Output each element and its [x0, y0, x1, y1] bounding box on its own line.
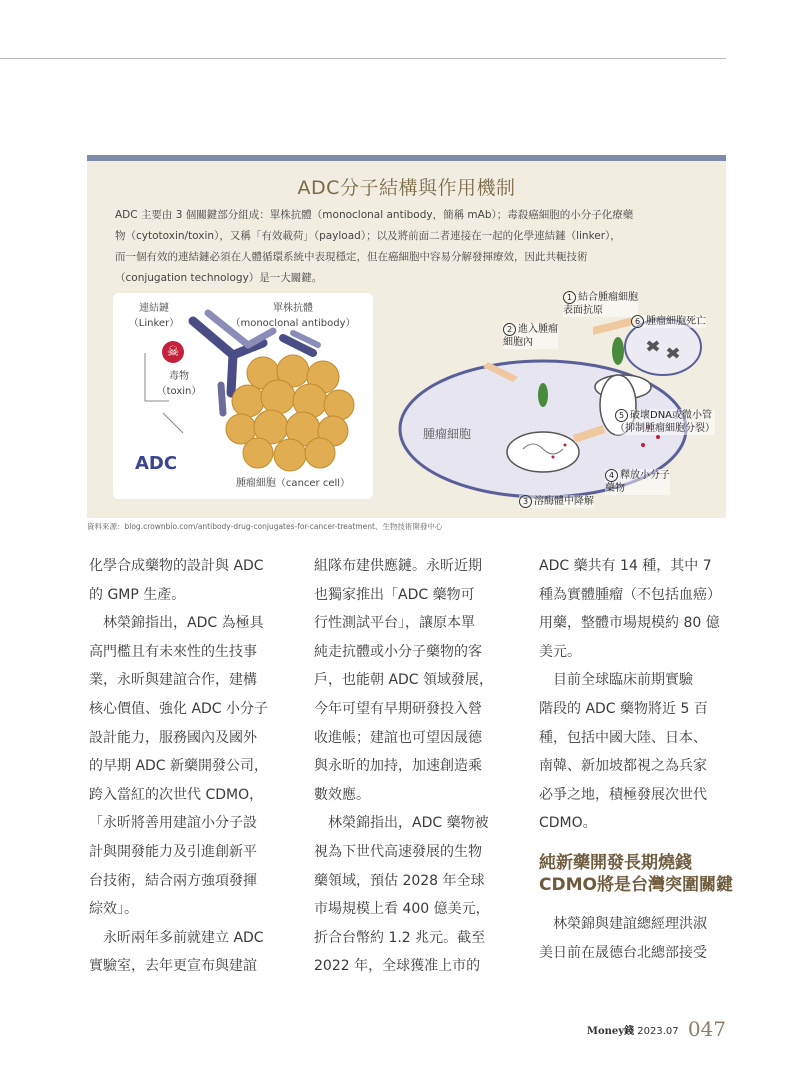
- page-footer: [587, 1017, 726, 1041]
- paragraph: 組隊布建供應鏈。永昕近期 也獨家推出「ADC 藥物可 行性測試平台」，讓原本單 純走抗體或小分子藥物的客 戶，也能朝 ADC 領域發展， 今年可望有早期研發投入營 收進帳；建誼也可望因晟德 與永昕的加持，加速創造乘 數效應。: [314, 558, 494, 803]
- toxin-label: 毒物 （toxin）: [156, 371, 202, 397]
- step-6-label: 6 腫瘤細胞死亡: [631, 315, 706, 328]
- figure-top-bar: [87, 155, 726, 161]
- adc-label: ADC: [135, 453, 178, 474]
- article-column-1: [89, 552, 289, 981]
- paragraph: 林榮錦指出，ADC 為極具 高門檻且有未來性的生技事 業，永昕與建誼合作，建構 核心價值、強化 ADC 小分子 設計能力，服務國內及國外 的早期 ADC 新藥開發公司， 跨入當紅的次世代 CDMO， 「永昕將善用建誼小分子設 計與開發能力及引進創新平 台技術，結合兩方強項發揮 綜效」。: [89, 615, 269, 918]
- tumor-cell-label: 腫瘤細胞: [423, 427, 472, 441]
- step-1-label: 1 結合腫瘤細胞 表面抗原: [563, 292, 638, 316]
- paragraph: 目前全球臨床前期實驗 階段的 ADC 藥物將近 5 百 種，包括中國大陸、日本、 南韓、新加坡都視之為兵家 必爭之地，積極發展次世代 CDMO。: [539, 672, 708, 832]
- magazine-brand: Money錢: [586, 1026, 635, 1037]
- article-column-3: [539, 552, 739, 967]
- paragraph: 化學合成藥物的設計與 ADC 的 GMP 生產。: [89, 558, 264, 603]
- figure-description: ADC 主要由 3 個關鍵部分組成：單株抗體（monoclonal antibody，簡稱 mAb）；毒殺癌細胞的小分子化療藥 物（cytotoxin/toxin），又稱「有效載荷」（payload）；以及將前面二者連接在一起的化學連結鏈（linker）， 而一個有效的連結鏈必須在人體循環系統中表現穩定，但在癌細胞中容易分解發揮療效，因此共軛技術 （conjugation technology）是一大關鍵。: [115, 209, 634, 284]
- cancer-cell-label: 腫瘤細胞（cancer cell）: [235, 478, 351, 489]
- paragraph: 林榮錦與建誼總經理洪淑 美日前在晟德台北總部接受: [539, 915, 707, 961]
- antibody-label: 單株抗體 （monoclonal antibody）: [230, 303, 356, 329]
- paragraph: ADC 藥共有 14 種，其中 7 種為實體腫瘤（不包括血癌） 用藥，整體市場規模約 80 億 美元。: [539, 558, 721, 660]
- paragraph: 永昕兩年多前就建立 ADC 實驗室，去年更宣布與建誼: [89, 929, 264, 975]
- issue-date: 2023.07: [637, 1026, 679, 1037]
- section-heading: 純新藥開發長期燒錢 CDMO將是台灣突圍關鍵: [539, 852, 733, 895]
- figure-title: ADC分子結構與作用機制: [297, 177, 516, 199]
- mechanism-panel: [393, 287, 723, 507]
- figure-source: 資料來源：blog.crownbio.com/antibody-drug-conjugates-for-cancer-treatment、生物技術開發中心: [87, 522, 443, 531]
- step-4-label: 4 釋放小分子 藥物: [605, 470, 670, 494]
- step-2-label: 2 進入腫瘤 細胞內: [503, 324, 558, 348]
- article-column-2: [314, 552, 514, 981]
- step-3-label: 3 溶酶體中降解: [519, 495, 594, 508]
- toxin-skull-icon: ☠: [162, 341, 184, 363]
- adc-structure-panel: [113, 293, 373, 499]
- adc-figure: [87, 155, 726, 518]
- page-number: 047: [687, 1017, 726, 1041]
- top-rule: [0, 58, 726, 59]
- step-5-label: 5 破壞DNA或微小管 （抑制腫瘤細胞分裂）: [615, 410, 715, 434]
- linker-label: 連結鏈 （Linker）: [128, 303, 180, 329]
- paragraph: 林榮錦指出，ADC 藥物被 視為下世代高速發展的生物 藥領域，預估 2028 年全球 市場規模上看 400 億美元， 折合台幣約 1.2 兆元。截至 2022 年，全球獲准上市的: [314, 815, 490, 975]
